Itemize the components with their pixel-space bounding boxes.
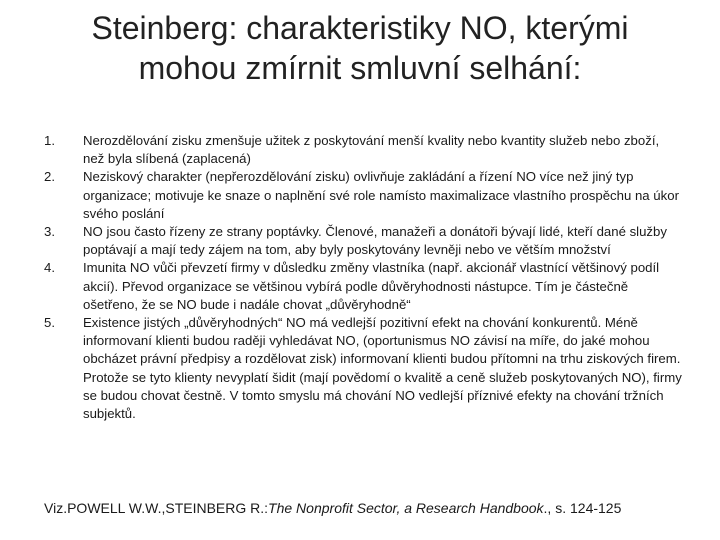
item-number: 1. [44, 133, 55, 148]
item-text: NO jsou často řízeny ze strany poptávky. Členové, manažeři a donátoři bývají lidé, kteří dané služby poptávají a mají tedy zájem na tom, aby byly poskytovány levněji nebo ve větším množství [83, 224, 667, 258]
citation [44, 498, 684, 518]
citation-suffix: ., s. 124-125 [543, 500, 622, 516]
characteristics-list [44, 132, 684, 423]
item-text: Nerozdělování zisku zmenšuje užitek z poskytování menší kvality nebo kvantity služeb nebo zboží, než byla slíbená (zaplacená) [83, 133, 660, 167]
item-text: Existence jistých „důvěryhodných“ NO má vedlejší pozitivní efekt na chování konkurentů. Méně informovaní klienti budou raději vyhledávat NO, (oportunismus NO závisí na míře, do jaké mohou obcházet právní předpisy a rozdělovat zisk) informovaní klienti budou přítomni na trhu ziskových firem. Protože se tyto klienty nevyplatí šidit (mají povědomí o kvalitě a ceně služeb poskytovaných NO), firmy se budou chovat čestně. V tomto smyslu má chování NO vedlejší příznivé efekty na chování tržních subjektů. [83, 315, 682, 422]
list-item [44, 168, 684, 223]
list-item [44, 132, 684, 168]
citation-book-title: The Nonprofit Sector, a Research Handbook [268, 500, 544, 516]
list-item [44, 259, 684, 314]
list-item [44, 223, 684, 259]
citation-prefix: Viz.POWELL W.W.,STEINBERG R.: [44, 500, 269, 516]
item-number: 4. [44, 260, 55, 276]
item-text: Imunita NO vůči převzetí firmy v důsledku změny vlastníka (např. akcionář vlastnící většinový podíl akcií). Převod organizace se většinou vybírá podle důvěryhodnosti nástupce. Tím je částečně ošetřeno, že se NO bude i nadále chovat „důvěryhodně“ [83, 260, 660, 312]
item-text: Neziskový charakter (nepřerozdělování zisku) ovlivňuje zakládání a řízení NO více než jiný typ organizace; motivuje ke snaze o naplnění své role namísto maximalizace vlastního prospěchu na úkor svého poslání [83, 169, 679, 221]
item-number: 3. [44, 224, 55, 240]
slide-title: Steinberg: charakteristiky NO, kterými mohou zmírnit smluvní selhání: [91, 10, 629, 86]
item-number: 2. [44, 169, 55, 185]
item-number: 5. [44, 315, 55, 331]
list-item [44, 314, 684, 423]
